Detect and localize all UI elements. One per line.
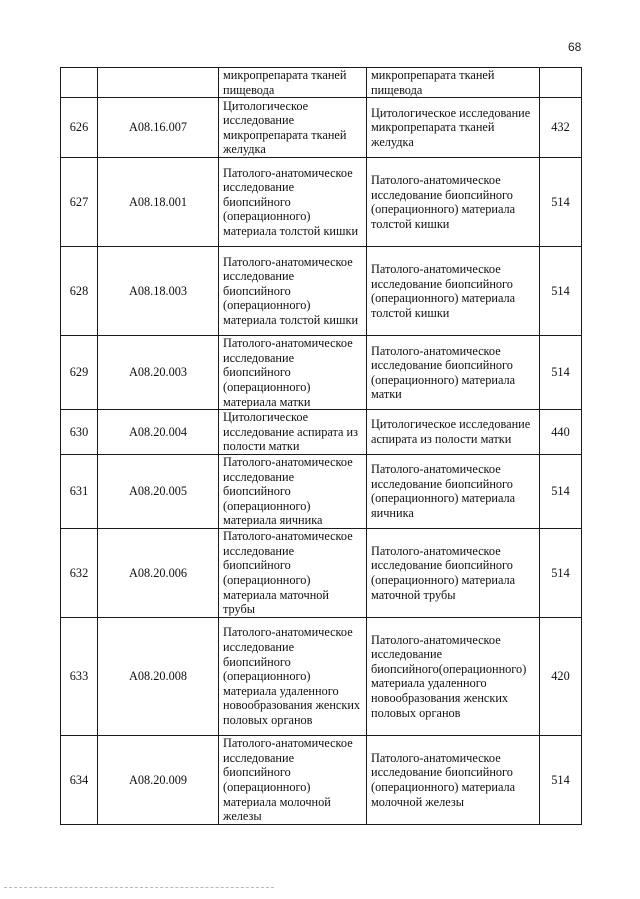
table-row: [61, 68, 582, 98]
service-code: A08.18.001: [98, 158, 219, 247]
service-description: Патолого-анатомическое исследование биопсийного(операционного) материала удаленного новообразования женских половых органов: [367, 617, 540, 735]
service-name: Патолого-анатомическое исследование биопсийного (операционного) материала молочной железы: [219, 735, 367, 824]
service-description: Патолого-анатомическое исследование биопсийного (операционного) материала толстой кишки: [367, 247, 540, 336]
service-name: Патолого-анатомическое исследование биопсийного (операционного) материала матки: [219, 336, 367, 410]
row-number: 627: [61, 158, 98, 247]
service-description: Патолого-анатомическое исследование биопсийного (операционного) материала толстой кишки: [367, 158, 540, 247]
service-description: Патолого-анатомическое исследование биопсийного (операционного) материала маточной трубы: [367, 528, 540, 617]
row-number: 630: [61, 410, 98, 455]
table-row: [61, 336, 582, 410]
service-code: A08.20.009: [98, 735, 219, 824]
service-name: Цитологическое исследование аспирата из полости матки: [219, 410, 367, 455]
service-name: Цитологическое исследование микропрепарата тканей желудка: [219, 98, 367, 158]
service-code: A08.20.003: [98, 336, 219, 410]
row-number: 633: [61, 617, 98, 735]
row-number: 634: [61, 735, 98, 824]
table-row: [61, 410, 582, 455]
row-number: [61, 68, 98, 98]
service-description: микропрепарата тканей пищевода: [367, 68, 540, 98]
service-name: Патолого-анатомическое исследование биопсийного (операционного) материала яичника: [219, 454, 367, 528]
page-number: 68: [568, 40, 582, 54]
table-row: [61, 247, 582, 336]
service-code: A08.20.005: [98, 454, 219, 528]
service-price: 514: [540, 158, 582, 247]
service-price: 514: [540, 735, 582, 824]
service-price: 432: [540, 98, 582, 158]
table-row: [61, 98, 582, 158]
service-price: 514: [540, 336, 582, 410]
table-row: [61, 158, 582, 247]
row-number: 628: [61, 247, 98, 336]
table-row: [61, 528, 582, 617]
row-number: 631: [61, 454, 98, 528]
services-table: [60, 67, 582, 825]
service-price: 440: [540, 410, 582, 455]
service-code: [98, 68, 219, 98]
service-price: [540, 68, 582, 98]
row-number: 632: [61, 528, 98, 617]
service-code: A08.18.003: [98, 247, 219, 336]
service-code: A08.20.008: [98, 617, 219, 735]
row-number: 629: [61, 336, 98, 410]
service-description: Патолого-анатомическое исследование биопсийного (операционного) материала яичника: [367, 454, 540, 528]
service-price: 514: [540, 528, 582, 617]
service-description: Патолого-анатомическое исследование биопсийного (операционного) материала молочной железы: [367, 735, 540, 824]
service-description: Патолого-анатомическое исследование биопсийного (операционного) материала матки: [367, 336, 540, 410]
table-row: [61, 617, 582, 735]
service-name: Патолого-анатомическое исследование биопсийного (операционного) материала толстой кишки: [219, 247, 367, 336]
service-name: Патолого-анатомическое исследование биопсийного (операционного) материала удаленного новообразования женских половых органов: [219, 617, 367, 735]
service-price: 514: [540, 454, 582, 528]
row-number: 626: [61, 98, 98, 158]
footer-divider: [4, 887, 274, 888]
table-row: [61, 454, 582, 528]
service-code: A08.20.006: [98, 528, 219, 617]
table-row: [61, 735, 582, 824]
service-code: A08.16.007: [98, 98, 219, 158]
service-code: A08.20.004: [98, 410, 219, 455]
service-price: 514: [540, 247, 582, 336]
service-price: 420: [540, 617, 582, 735]
service-description: Цитологическое исследование аспирата из полости матки: [367, 410, 540, 455]
service-name: Патолого-анатомическое исследование биопсийного (операционного) материала толстой кишки: [219, 158, 367, 247]
service-name: микропрепарата тканей пищевода: [219, 68, 367, 98]
service-description: Цитологическое исследование микропрепарата тканей желудка: [367, 98, 540, 158]
service-name: Патолого-анатомическое исследование биопсийного (операционного) материала маточной трубы: [219, 528, 367, 617]
